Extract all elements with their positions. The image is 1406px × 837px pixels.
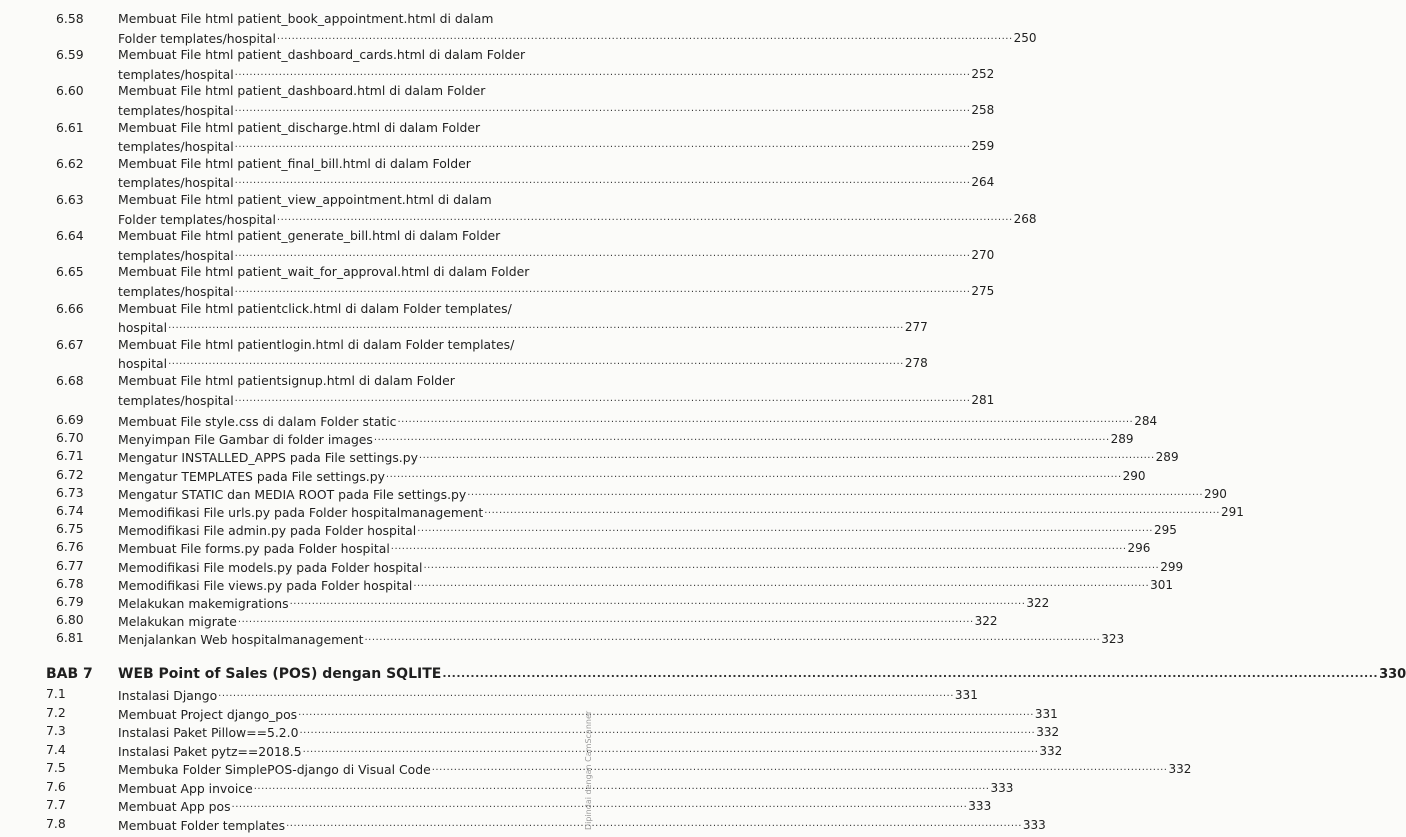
entry-text: hospital xyxy=(118,356,168,372)
entry-text: Memodifikasi File models.py pada Folder hospital xyxy=(118,559,423,575)
entry-body xyxy=(118,46,995,83)
dot-leader: ........................................................................................................................................................................................................ xyxy=(442,667,1379,680)
toc-entry xyxy=(0,46,995,82)
dot-leader: ........................................................................................................................................................................................................ xyxy=(417,523,1153,535)
entry-text: templates/hospital xyxy=(118,247,234,263)
page-number: 278 xyxy=(904,356,928,371)
page-number: 281 xyxy=(971,392,995,407)
entry-text: Mengatur INSTALLED_APPS pada File settings.py xyxy=(118,450,418,466)
entry-line xyxy=(118,557,1184,577)
dot-leader: ........................................................................................................................................................................................................ xyxy=(234,139,971,151)
page-number: 332 xyxy=(1168,762,1192,776)
entry-line xyxy=(118,520,1177,540)
page-number: 289 xyxy=(1155,450,1179,465)
page-number: 323 xyxy=(1101,632,1125,647)
entry-number: 6.60 xyxy=(56,83,84,99)
dot-leader: ........................................................................................................................................................................................................ xyxy=(364,632,1101,644)
entry-line xyxy=(118,209,1037,229)
entry-body xyxy=(118,502,1244,522)
dot-leader: ........................................................................................................................................................................................................ xyxy=(168,320,904,332)
entry-body xyxy=(118,741,1063,761)
dot-leader: ........................................................................................................................................................................................................ xyxy=(397,414,1134,425)
entry-title-line1: Membuat File html patient_wait_for_approval.html di dalam Folder xyxy=(118,264,530,280)
entry-text: Membuat Project django_pos xyxy=(118,706,298,722)
entry-line xyxy=(118,796,992,816)
entry-number: 6.71 xyxy=(56,448,84,464)
entry-text: templates/hospital xyxy=(118,175,234,191)
entry-number: 7.3 xyxy=(46,723,66,738)
page-number: 322 xyxy=(1026,596,1050,610)
entry-line xyxy=(118,502,1244,522)
page-number: 289 xyxy=(1110,432,1134,447)
entry-text: templates/hospital xyxy=(118,139,234,155)
dot-leader: ........................................................................................................................................................................................................ xyxy=(423,559,1160,571)
entry-number: 6.79 xyxy=(56,594,84,609)
entry-number: 6.58 xyxy=(56,11,84,26)
page-number: 295 xyxy=(1153,523,1177,538)
dot-leader: ........................................................................................................................................................................................................ xyxy=(253,780,990,792)
entry-body xyxy=(118,575,1174,595)
page-number: 332 xyxy=(1036,725,1060,739)
toc-entry xyxy=(0,263,995,299)
page-number: 296 xyxy=(1127,541,1151,556)
toc-entry xyxy=(0,300,928,336)
toc-entry xyxy=(0,119,995,155)
entry-text: Menjalankan Web hospitalmanagement xyxy=(118,632,364,648)
entry-body xyxy=(118,557,1184,577)
dot-leader: ........................................................................................................................................................................................................ xyxy=(418,450,1155,462)
entry-number: 6.64 xyxy=(56,228,84,244)
entry-line xyxy=(118,815,1046,835)
chapter-number: BAB 7 xyxy=(46,666,93,682)
toc-entry xyxy=(0,336,928,372)
toc-entry xyxy=(0,191,1037,227)
entry-title-line1: Membuat File html patient_discharge.html di dalam Folder xyxy=(118,119,481,135)
entry-title-line1: Membuat File html patient_dashboard.html di dalam Folder xyxy=(118,83,486,99)
dot-leader: ........................................................................................................................................................................................................ xyxy=(234,175,971,187)
entry-text: Mengatur STATIC dan MEDIA ROOT pada File settings.py xyxy=(118,486,467,502)
entry-text: Mengatur TEMPLATES pada File settings.py xyxy=(118,468,385,484)
dot-leader: ........................................................................................................................................................................................................ xyxy=(373,432,1110,444)
page-number: 250 xyxy=(1013,30,1037,45)
entry-body xyxy=(118,759,1192,779)
entry-number: 6.70 xyxy=(56,430,84,446)
page-number: 284 xyxy=(1134,414,1158,428)
entry-line xyxy=(118,575,1174,595)
toc-entry xyxy=(0,155,995,191)
chapter-heading xyxy=(0,666,1406,686)
entry-text: Menyimpan File Gambar di folder images xyxy=(118,432,373,448)
chapter-body xyxy=(118,666,1406,682)
entry-text: templates/hospital xyxy=(118,102,234,118)
dot-leader: ........................................................................................................................................................................................................ xyxy=(237,614,974,626)
dot-leader: ........................................................................................................................................................................................................ xyxy=(385,468,1122,480)
entry-body xyxy=(118,155,995,192)
toc-entry xyxy=(0,227,995,263)
entry-line xyxy=(118,685,978,705)
entry-text: Membuat App pos xyxy=(118,799,231,814)
entry-line xyxy=(118,100,995,120)
entry-body xyxy=(118,685,978,705)
camscanner-watermark: Dipindai dengan CamScanner xyxy=(584,710,593,830)
entry-number: 6.68 xyxy=(56,373,84,388)
entry-line xyxy=(118,593,1050,613)
entry-line xyxy=(118,704,1058,724)
entry-body xyxy=(118,704,1058,724)
page-number: 331 xyxy=(954,688,978,702)
entry-body xyxy=(118,722,1060,742)
entry-number: 7.5 xyxy=(46,760,66,775)
entry-number: 6.75 xyxy=(56,521,84,537)
entry-text: Membuat File style.css di dalam Folder static xyxy=(118,414,397,429)
dot-leader: ........................................................................................................................................................................................................ xyxy=(484,505,1220,516)
page-number: 301 xyxy=(1150,577,1174,592)
entry-line xyxy=(118,778,1014,798)
entry-text: Folder templates/hospital xyxy=(118,211,276,227)
entry-number: 7.6 xyxy=(46,778,66,794)
toc-entry xyxy=(0,82,995,118)
entry-title-line1: Membuat File html patient_dashboard_cards.html di dalam Folder xyxy=(118,47,526,63)
entry-body xyxy=(118,227,995,264)
entry-number: 7.4 xyxy=(46,741,66,757)
dot-leader: ........................................................................................................................................................................................................ xyxy=(234,283,971,295)
dot-leader: ........................................................................................................................................................................................................ xyxy=(431,762,1168,773)
entry-title-line1: Membuat File html patient_final_bill.html di dalam Folder xyxy=(118,155,471,171)
entry-body xyxy=(118,447,1179,467)
entry-line xyxy=(118,466,1146,486)
entry-text: Instalasi Paket Pillow==5.2.0 xyxy=(118,725,299,740)
entry-body xyxy=(118,119,995,156)
entry-number: 6.72 xyxy=(56,466,84,482)
entry-number: 6.63 xyxy=(56,192,84,207)
entry-text: Instalasi Django xyxy=(118,688,218,703)
entry-number: 7.2 xyxy=(46,704,66,720)
entry-number: 6.69 xyxy=(56,412,84,427)
page-number: 290 xyxy=(1204,486,1227,501)
entry-line xyxy=(118,741,1063,761)
entry-title-line1: Membuat File html patient_view_appointment.html di dalam xyxy=(118,192,492,207)
page-number: 291 xyxy=(1220,505,1244,519)
entry-body xyxy=(118,300,928,337)
entry-line xyxy=(118,666,1406,682)
page-number: 258 xyxy=(971,102,995,117)
entry-line xyxy=(118,390,995,410)
page-number: 331 xyxy=(1034,706,1058,721)
entry-line xyxy=(118,245,995,265)
page-number: 333 xyxy=(1022,817,1046,832)
page-number: 322 xyxy=(974,614,998,629)
entry-title-line1: Membuat File html patient_book_appointment.html di dalam xyxy=(118,11,494,26)
entry-text: Melakukan migrate xyxy=(118,614,237,630)
entry-number: 6.73 xyxy=(56,484,84,500)
dot-leader: ........................................................................................................................................................................................................ xyxy=(218,688,954,699)
entry-line xyxy=(118,759,1192,779)
entry-line xyxy=(118,538,1151,558)
page-number: 259 xyxy=(971,139,995,154)
entry-body xyxy=(118,778,1014,798)
entry-line xyxy=(118,411,1158,431)
entry-title-line1: Membuat File html patientclick.html di dalam Folder templates/ xyxy=(118,300,512,316)
entry-line xyxy=(118,136,995,156)
dot-leader: ........................................................................................................................................................................................................ xyxy=(286,817,1022,829)
entry-body xyxy=(118,429,1134,449)
entry-line xyxy=(118,317,928,337)
entry-number: 6.65 xyxy=(56,264,84,280)
dot-leader: ........................................................................................................................................................................................................ xyxy=(467,486,1203,498)
toc-entry xyxy=(0,10,1037,46)
entry-body xyxy=(118,411,1158,431)
entry-body xyxy=(118,263,995,300)
entry-number: 7.8 xyxy=(46,815,66,831)
entry-text: templates/hospital xyxy=(118,66,234,82)
dot-leader: ........................................................................................................................................................................................................ xyxy=(299,725,1036,736)
dot-leader: ........................................................................................................................................................................................................ xyxy=(390,541,1127,553)
dot-leader: ........................................................................................................................................................................................................ xyxy=(234,66,971,78)
entry-text: Memodifikasi File admin.py pada Folder hospital xyxy=(118,523,417,539)
entry-number: 6.81 xyxy=(56,630,84,646)
entry-number: 6.67 xyxy=(56,336,84,352)
entry-number: 6.62 xyxy=(56,155,84,171)
dot-leader: ........................................................................................................................................................................................................ xyxy=(298,706,1034,718)
entry-body xyxy=(118,191,1037,228)
dot-leader: ........................................................................................................................................................................................................ xyxy=(234,247,971,259)
dot-leader: ........................................................................................................................................................................................................ xyxy=(231,799,968,810)
page-number: 268 xyxy=(1013,211,1037,226)
page-number: 290 xyxy=(1122,468,1146,483)
entry-number: 6.76 xyxy=(56,539,84,555)
entry-number: 6.78 xyxy=(56,575,84,591)
entry-body xyxy=(118,484,1227,504)
entry-text: Membuat File forms.py pada Folder hospital xyxy=(118,541,390,557)
entry-body xyxy=(118,815,1046,835)
dot-leader: ........................................................................................................................................................................................................ xyxy=(289,596,1026,607)
page-number: 270 xyxy=(971,247,995,262)
entry-line xyxy=(118,429,1134,449)
entry-text: templates/hospital xyxy=(118,392,234,408)
entry-text: WEB Point of Sales (POS) dengan SQLITE xyxy=(118,666,442,682)
entry-body xyxy=(118,82,995,119)
entry-title-line1: Membuat File html patientlogin.html di dalam Folder templates/ xyxy=(118,336,515,352)
toc-entry xyxy=(0,372,995,408)
dot-leader: ........................................................................................................................................................................................................ xyxy=(413,577,1150,589)
dot-leader: ........................................................................................................................................................................................................ xyxy=(276,211,1013,223)
entry-line xyxy=(118,722,1060,742)
page-number: 332 xyxy=(1039,743,1063,758)
page-number: 277 xyxy=(904,320,928,335)
entry-body xyxy=(118,796,992,816)
entry-number: 6.59 xyxy=(56,47,84,63)
page-number: 333 xyxy=(968,799,992,813)
entry-text: hospital xyxy=(118,320,168,336)
entry-line xyxy=(118,484,1227,504)
page-number: 252 xyxy=(971,66,995,81)
entry-body xyxy=(118,593,1050,613)
page-number: 275 xyxy=(971,283,995,298)
entry-number: 7.7 xyxy=(46,797,66,812)
entry-text: Melakukan makemigrations xyxy=(118,596,289,611)
entry-body xyxy=(118,466,1146,486)
entry-number: 6.61 xyxy=(56,119,84,135)
entry-line xyxy=(118,611,998,631)
entry-line xyxy=(118,172,995,192)
page-number: 330 xyxy=(1379,667,1406,682)
entry-body xyxy=(118,10,1037,47)
entry-number: 6.80 xyxy=(56,612,84,628)
page-number: 333 xyxy=(990,780,1014,795)
entry-number: 6.74 xyxy=(56,503,84,518)
entry-text: Instalasi Paket pytz==2018.5 xyxy=(118,743,302,759)
entry-line xyxy=(118,353,928,373)
entry-body xyxy=(118,520,1177,540)
entry-text: Membuat Folder templates xyxy=(118,817,286,833)
entry-text: Membuka Folder SimplePOS-django di Visual Code xyxy=(118,762,431,777)
entry-text: Folder templates/hospital xyxy=(118,30,276,46)
dot-leader: ........................................................................................................................................................................................................ xyxy=(234,392,971,404)
entry-body xyxy=(118,336,928,373)
entry-body xyxy=(118,372,995,409)
entry-title-line1: Membuat File html patient_generate_bill.html di dalam Folder xyxy=(118,228,501,244)
entry-line xyxy=(118,281,995,301)
page-number: 299 xyxy=(1160,559,1184,574)
dot-leader: ........................................................................................................................................................................................................ xyxy=(234,102,971,114)
entry-number: 6.77 xyxy=(56,557,84,573)
entry-title-line1: Membuat File html patientsignup.html di dalam Folder xyxy=(118,373,455,388)
dot-leader: ........................................................................................................................................................................................................ xyxy=(276,30,1013,42)
entry-line xyxy=(118,28,1037,48)
dot-leader: ........................................................................................................................................................................................................ xyxy=(302,743,1039,755)
entry-text: templates/hospital xyxy=(118,283,234,299)
entry-body xyxy=(118,629,1125,649)
entry-line xyxy=(118,629,1125,649)
entry-body xyxy=(118,611,998,631)
entry-text: Memodifikasi File urls.py pada Folder hospitalmanagement xyxy=(118,505,484,520)
entry-body xyxy=(118,538,1151,558)
entry-text: Membuat App invoice xyxy=(118,780,253,796)
entry-number: 6.66 xyxy=(56,300,84,316)
dot-leader: ........................................................................................................................................................................................................ xyxy=(168,356,904,368)
entry-text: Memodifikasi File views.py pada Folder hospital xyxy=(118,577,413,593)
entry-line xyxy=(118,447,1179,467)
entry-line xyxy=(118,64,995,84)
entry-number: 7.1 xyxy=(46,686,66,701)
page-number: 264 xyxy=(971,175,995,190)
